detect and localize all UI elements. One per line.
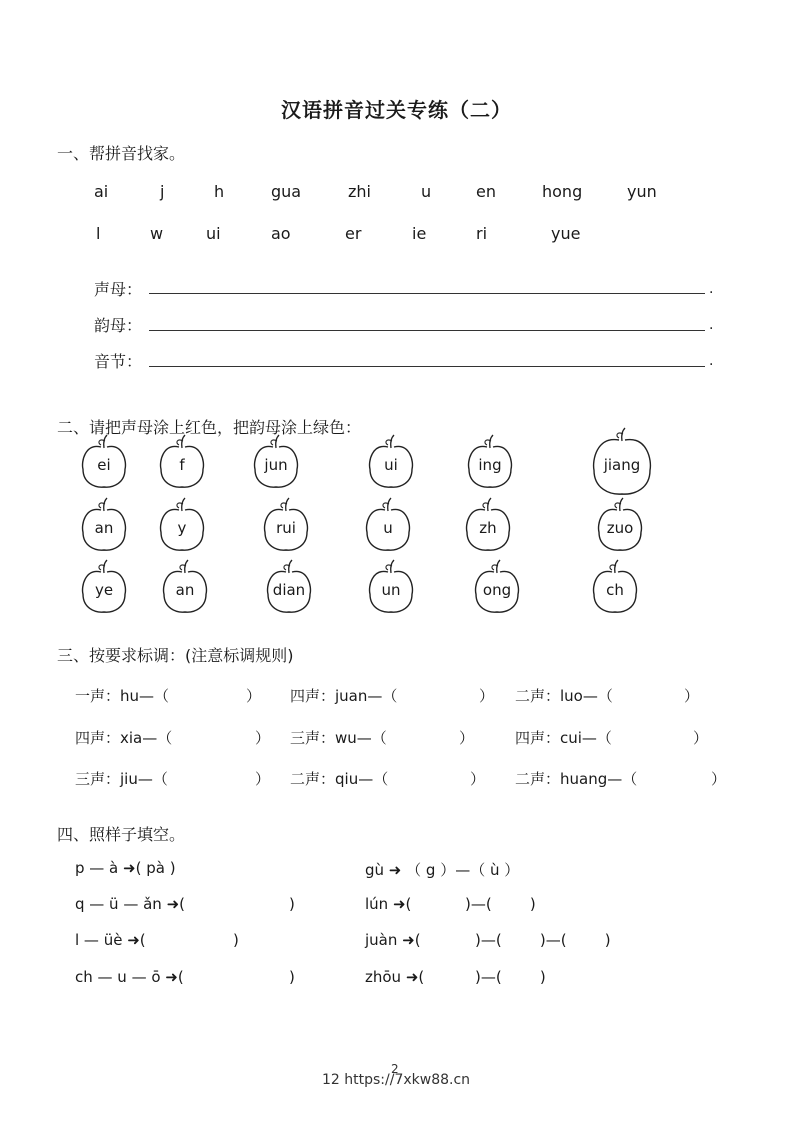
apple-label: an (94, 519, 114, 537)
apple-0-3[interactable] (366, 431, 416, 493)
apple-label: jiang (603, 456, 641, 474)
answer-line-shengmu[interactable] (149, 293, 705, 294)
pinyin-item: zhi (348, 182, 371, 201)
tone-close-paren: ） (479, 687, 495, 705)
apple-label: f (179, 456, 185, 474)
pinyin-item: ui (206, 224, 221, 243)
field-label-yinjie: 音节： (94, 352, 143, 371)
apple-label: y (177, 519, 187, 537)
section2-heading: 二、请把声母涂上红色，把韵母涂上绿色： (57, 418, 362, 437)
tone-close-paren: ） (711, 770, 727, 788)
pinyin-item: ie (412, 224, 427, 243)
exercise-left: q — ü — ǎn ➜( (75, 895, 185, 913)
apple-0-2[interactable] (251, 431, 301, 493)
footer-link[interactable]: 12 https://7xkw88.cn (322, 1072, 471, 1088)
pinyin-item: j (160, 182, 165, 201)
pinyin-item: hong (542, 182, 583, 201)
tone-task: 一声：hu—（ (75, 687, 170, 705)
apple-0-0[interactable] (79, 431, 129, 493)
close-paren: ) (233, 931, 239, 949)
apple-2-2[interactable] (264, 556, 314, 618)
pinyin-item: w (150, 224, 164, 243)
field-label-yunmu: 韵母： (94, 316, 143, 335)
apple-1-5[interactable] (595, 494, 645, 556)
exercise-right: juàn ➜( (365, 931, 421, 949)
apple-label: ei (97, 456, 111, 474)
tone-close-paren: ） (470, 770, 486, 788)
apple-label: zuo (606, 519, 634, 537)
tone-task: 二声：huang—（ (515, 770, 638, 788)
pinyin-item: l (96, 224, 101, 243)
apple-label: rui (276, 519, 296, 537)
apple-label: ch (606, 581, 624, 599)
pinyin-item: gua (271, 182, 302, 201)
tone-task: 四声：cui—（ (515, 729, 612, 747)
exercise-right-tail: )—( ) (475, 968, 546, 986)
tone-close-paren: ） (246, 687, 262, 705)
apple-label: u (383, 519, 393, 537)
apple-label: an (175, 581, 195, 599)
line-end-dot: . (709, 353, 714, 369)
section3-heading: 三、按要求标调：(注意标调规则) (57, 646, 294, 665)
apple-1-4[interactable] (463, 494, 513, 556)
page-number: 2 (391, 1062, 399, 1076)
tone-task: 三声：jiu—（ (75, 770, 168, 788)
apple-1-0[interactable] (79, 494, 129, 556)
apple-2-1[interactable] (160, 556, 210, 618)
apple-label: ong (482, 581, 512, 599)
exercise-right: zhōu ➜( (365, 968, 425, 986)
page-title: 汉语拼音过关专练（二） (281, 98, 512, 122)
tone-task: 四声：xia—（ (75, 729, 173, 747)
exercise-left: l — üè ➜( (75, 931, 146, 949)
apple-label: dian (272, 581, 306, 599)
apple-0-4[interactable] (465, 431, 515, 493)
tone-task: 二声：luo—（ (515, 687, 613, 705)
pinyin-item: ri (476, 224, 488, 243)
answer-line-yinjie[interactable] (149, 366, 705, 367)
tone-close-paren: ） (459, 729, 475, 747)
field-label-shengmu: 声母： (94, 280, 143, 299)
close-paren: ) (289, 895, 295, 913)
exercise-right-tail: )—( )—( ) (475, 931, 611, 949)
apple-2-3[interactable] (366, 556, 416, 618)
pinyin-item: ao (271, 224, 291, 243)
apple-label: un (381, 581, 401, 599)
tone-task: 二声：qiu—（ (290, 770, 389, 788)
apple-0-5[interactable] (590, 424, 654, 500)
exercise-left: ch — u — ō ➜( (75, 968, 184, 986)
apple-label: zh (479, 519, 497, 537)
exercise-right: lún ➜( (365, 895, 412, 913)
apple-2-4[interactable] (472, 556, 522, 618)
apple-1-2[interactable] (261, 494, 311, 556)
tone-close-paren: ） (684, 687, 700, 705)
tone-close-paren: ） (255, 770, 271, 788)
pinyin-item: yun (627, 182, 657, 201)
exercise-right-tail: )—( ) (465, 895, 536, 913)
apple-label: ye (94, 581, 114, 599)
pinyin-item: en (476, 182, 496, 201)
line-end-dot: . (709, 281, 714, 297)
answer-line-yunmu[interactable] (149, 330, 705, 331)
apple-1-3[interactable] (363, 494, 413, 556)
pinyin-item: h (214, 182, 225, 201)
apple-label: jun (264, 456, 288, 474)
apple-2-0[interactable] (79, 556, 129, 618)
apple-1-1[interactable] (157, 494, 207, 556)
pinyin-item: er (345, 224, 362, 243)
apple-0-1[interactable] (157, 431, 207, 493)
tone-close-paren: ） (255, 729, 271, 747)
tone-task: 三声：wu—（ (290, 729, 387, 747)
section4-heading: 四、照样子填空。 (57, 825, 186, 844)
line-end-dot: . (709, 317, 714, 333)
example-right: gù ➜ （ g ）—（ ù ） (365, 861, 520, 879)
section1-heading: 一、帮拼音找家。 (57, 144, 186, 163)
pinyin-item: ai (94, 182, 109, 201)
apple-label: ui (384, 456, 398, 474)
example-left: p — à ➜( pà ) (75, 859, 176, 877)
close-paren: ) (289, 968, 295, 986)
pinyin-item: yue (551, 224, 581, 243)
pinyin-item: u (421, 182, 432, 201)
apple-label: ing (478, 456, 502, 474)
apple-2-5[interactable] (590, 556, 640, 618)
tone-close-paren: ） (693, 729, 709, 747)
tone-task: 四声：juan—（ (290, 687, 398, 705)
